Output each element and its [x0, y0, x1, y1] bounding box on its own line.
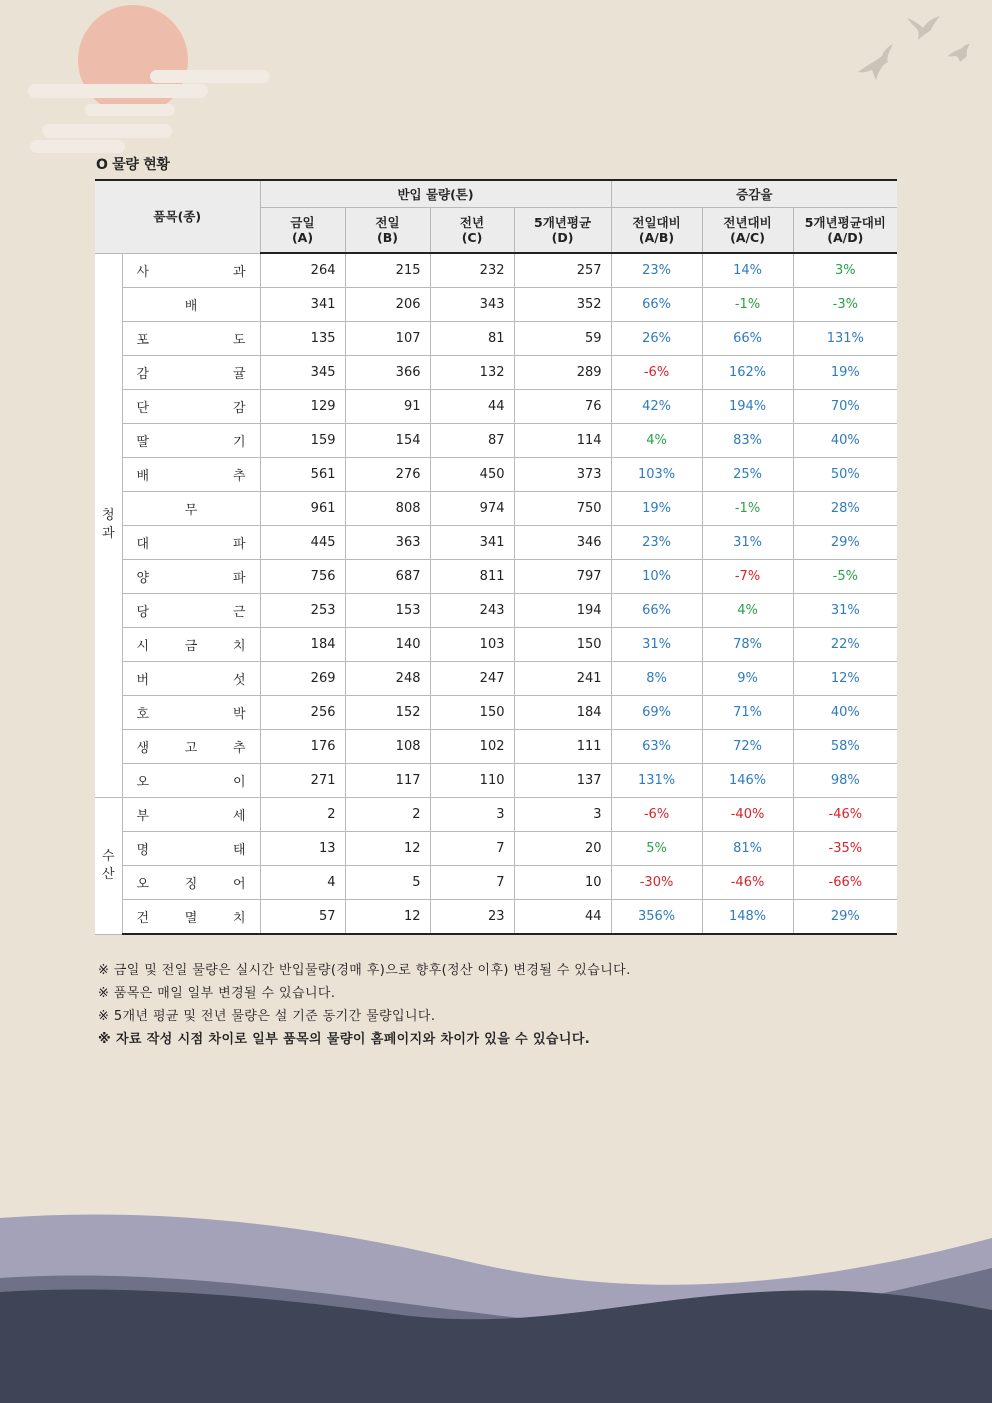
rate-ab-cell: 26%: [611, 322, 702, 356]
column-header-code: (D): [551, 230, 574, 245]
table-row: [95, 594, 897, 628]
volume-a-cell: 271: [260, 764, 345, 798]
item-name-cell: [122, 594, 260, 628]
volume-a-cell: 253: [260, 594, 345, 628]
column-header-code: (A/D): [827, 230, 864, 245]
rate-ad-cell: 22%: [793, 628, 897, 662]
volume-d-cell: 257: [514, 253, 611, 288]
note-4: ※ 자료 작성 시점 차이로 일부 품목의 물량이 홈페이지와 차이가 있을 수 있습니다.: [98, 1032, 591, 1047]
item-name-char: 감: [232, 401, 246, 416]
rate-ad-cell: -35%: [793, 832, 897, 866]
rate-ab-cell: 23%: [611, 526, 702, 560]
item-name-char: 기: [232, 435, 246, 450]
volume-d-cell: 59: [514, 322, 611, 356]
rate-ab-cell: 69%: [611, 696, 702, 730]
item-name-char: 귤: [232, 367, 246, 382]
volume-b-cell: 206: [345, 288, 430, 322]
rate-ad-cell: 28%: [793, 492, 897, 526]
rate-ad-cell: 98%: [793, 764, 897, 798]
volume-c-cell: 132: [430, 356, 514, 390]
volume-c-cell: 232: [430, 253, 514, 288]
rate-ab-cell: -30%: [611, 866, 702, 900]
note-1: ※ 금일 및 전일 물량은 실시간 반입물량(경매 후)으로 향후(정산 이후) 변경될 수 있습니다.: [98, 963, 631, 978]
table-row: [95, 560, 897, 594]
volume-d-cell: 750: [514, 492, 611, 526]
item-name-char: 감: [136, 367, 150, 382]
item-name-char: 추: [232, 469, 246, 484]
rate-ab-cell: 42%: [611, 390, 702, 424]
item-name-char: 과: [232, 264, 246, 280]
table-row: [95, 458, 897, 492]
rate-ad-cell: -46%: [793, 798, 897, 832]
rate-ab-cell: 103%: [611, 458, 702, 492]
rate-ab-cell: 8%: [611, 662, 702, 696]
volume-a-cell: 4: [260, 866, 345, 900]
table-row: [95, 730, 897, 764]
rate-ac-cell: 31%: [702, 526, 793, 560]
volume-d-cell: 241: [514, 662, 611, 696]
table-row: [95, 662, 897, 696]
item-name-char: 멸: [184, 911, 198, 926]
volume-d-cell: 114: [514, 424, 611, 458]
rate-ac-cell: 162%: [702, 356, 793, 390]
volume-a-cell: 445: [260, 526, 345, 560]
rate-ad-cell: 3%: [793, 253, 897, 288]
rate-ac-cell: 83%: [702, 424, 793, 458]
table-row: [95, 424, 897, 458]
volume-c-cell: 102: [430, 730, 514, 764]
item-name-char: 근: [232, 605, 246, 620]
volume-d-cell: 111: [514, 730, 611, 764]
volume-c-cell: 450: [430, 458, 514, 492]
item-name-cell: [122, 253, 260, 288]
table-row: [95, 356, 897, 390]
table-row: [95, 866, 897, 900]
item-name-char: 치: [232, 639, 246, 654]
volume-d-cell: 289: [514, 356, 611, 390]
column-header-code: (A/C): [730, 230, 765, 245]
column-header: [514, 208, 611, 254]
volume-b-cell: 12: [345, 832, 430, 866]
table-row: [95, 492, 897, 526]
rate-ad-cell: 50%: [793, 458, 897, 492]
rate-ad-cell: 40%: [793, 696, 897, 730]
volume-table: [95, 179, 897, 935]
volume-b-cell: 152: [345, 696, 430, 730]
rate-ac-cell: 194%: [702, 390, 793, 424]
item-name-cell: [122, 526, 260, 560]
item-name-char: 대: [136, 537, 150, 552]
table-body: [95, 253, 897, 934]
item-name-char: 부: [136, 809, 150, 824]
item-name-char: 배: [136, 469, 150, 484]
note-2: ※ 품목은 매일 일부 변경될 수 있습니다.: [98, 986, 336, 1001]
rate-ab-cell: -6%: [611, 798, 702, 832]
rate-ad-cell: 12%: [793, 662, 897, 696]
item-name-char: 금: [184, 639, 198, 654]
rate-ad-cell: -5%: [793, 560, 897, 594]
volume-b-cell: 108: [345, 730, 430, 764]
column-header-label: 5개년평균대비: [804, 215, 886, 230]
volume-c-cell: 343: [430, 288, 514, 322]
rate-ac-cell: 78%: [702, 628, 793, 662]
volume-b-cell: 215: [345, 253, 430, 288]
volume-d-cell: 137: [514, 764, 611, 798]
item-name-cell: [122, 628, 260, 662]
volume-c-cell: 247: [430, 662, 514, 696]
volume-b-cell: 117: [345, 764, 430, 798]
column-header-label: 전년대비: [723, 215, 772, 230]
item-name-cell: [122, 356, 260, 390]
item-name-char: 박: [232, 707, 246, 722]
rate-ac-cell: 66%: [702, 322, 793, 356]
volume-b-cell: 687: [345, 560, 430, 594]
item-name-char: 오: [136, 775, 150, 790]
volume-d-cell: 76: [514, 390, 611, 424]
volume-d-cell: 346: [514, 526, 611, 560]
item-name-char: 무: [184, 503, 198, 518]
volume-c-cell: 3: [430, 798, 514, 832]
column-header: [345, 208, 430, 254]
item-name-char: 사: [136, 264, 150, 280]
volume-a-cell: 159: [260, 424, 345, 458]
item-name-char: 파: [232, 537, 246, 552]
volume-a-cell: 13: [260, 832, 345, 866]
volume-a-cell: 129: [260, 390, 345, 424]
column-header-label: 전일: [375, 215, 400, 230]
table-row: [95, 628, 897, 662]
volume-d-cell: 373: [514, 458, 611, 492]
item-name-cell: [122, 832, 260, 866]
item-name-char: 버: [136, 673, 150, 688]
item-name-char: 양: [136, 571, 150, 586]
volume-c-cell: 44: [430, 390, 514, 424]
rate-ac-cell: 25%: [702, 458, 793, 492]
item-name-char: 시: [136, 639, 150, 654]
item-name-cell: [122, 560, 260, 594]
rate-ac-cell: -46%: [702, 866, 793, 900]
volume-d-cell: 20: [514, 832, 611, 866]
column-header-label: 5개년평균: [534, 215, 592, 230]
item-name-char: 오: [136, 877, 150, 892]
rate-ab-cell: 23%: [611, 253, 702, 288]
item-name-char: 치: [232, 911, 246, 926]
rate-ab-cell: -6%: [611, 356, 702, 390]
category-cell-seafood: [95, 798, 122, 935]
rate-ab-cell: 66%: [611, 594, 702, 628]
item-name-cell: [122, 322, 260, 356]
rate-ad-cell: 58%: [793, 730, 897, 764]
table-row: [95, 900, 897, 935]
item-name-cell: [122, 900, 260, 935]
item-name-char: 징: [184, 877, 198, 892]
volume-c-cell: 7: [430, 832, 514, 866]
volume-c-cell: 103: [430, 628, 514, 662]
item-name-char: 고: [184, 741, 198, 756]
category-char: 과: [101, 526, 115, 542]
volume-b-cell: 276: [345, 458, 430, 492]
volume-a-cell: 561: [260, 458, 345, 492]
rate-ab-cell: 131%: [611, 764, 702, 798]
volume-b-cell: 154: [345, 424, 430, 458]
volume-d-cell: 194: [514, 594, 611, 628]
rate-ad-cell: -66%: [793, 866, 897, 900]
item-name-char: 배: [184, 299, 198, 314]
rate-ab-cell: 5%: [611, 832, 702, 866]
item-name-char: 생: [136, 741, 150, 756]
volume-b-cell: 91: [345, 390, 430, 424]
table-row: [95, 253, 897, 288]
volume-c-cell: 110: [430, 764, 514, 798]
rate-ad-cell: 29%: [793, 526, 897, 560]
volume-b-cell: 2: [345, 798, 430, 832]
volume-d-cell: 150: [514, 628, 611, 662]
rate-ad-cell: 31%: [793, 594, 897, 628]
column-header-code: (A): [291, 230, 314, 245]
volume-a-cell: 57: [260, 900, 345, 935]
volume-b-cell: 363: [345, 526, 430, 560]
category-cell-produce: [95, 253, 122, 798]
volume-b-cell: 366: [345, 356, 430, 390]
volume-c-cell: 7: [430, 866, 514, 900]
rate-ac-cell: 72%: [702, 730, 793, 764]
rate-ab-cell: 4%: [611, 424, 702, 458]
item-name-char: 태: [232, 843, 246, 858]
rate-ac-cell: -40%: [702, 798, 793, 832]
volume-b-cell: 140: [345, 628, 430, 662]
volume-d-cell: 352: [514, 288, 611, 322]
volume-d-cell: 3: [514, 798, 611, 832]
column-header-code: (C): [461, 230, 483, 245]
volume-b-cell: 5: [345, 866, 430, 900]
volume-c-cell: 243: [430, 594, 514, 628]
rate-ad-cell: 29%: [793, 900, 897, 935]
volume-a-cell: 135: [260, 322, 345, 356]
volume-a-cell: 345: [260, 356, 345, 390]
item-name-cell: [122, 866, 260, 900]
volume-c-cell: 811: [430, 560, 514, 594]
rate-ac-cell: -7%: [702, 560, 793, 594]
item-name-char: 건: [136, 911, 150, 926]
item-name-char: 포: [136, 333, 150, 348]
rate-ac-cell: 4%: [702, 594, 793, 628]
rate-ab-cell: 31%: [611, 628, 702, 662]
item-name-cell: [122, 696, 260, 730]
volume-c-cell: 81: [430, 322, 514, 356]
rate-group-header: 증감율: [611, 180, 897, 208]
rate-ac-cell: 9%: [702, 662, 793, 696]
rate-ab-cell: 19%: [611, 492, 702, 526]
header-row-1: [95, 180, 897, 208]
column-header-label: 금일: [290, 215, 315, 230]
item-name-char: 당: [136, 605, 150, 620]
category-char: 산: [101, 866, 115, 882]
item-name-cell: [122, 458, 260, 492]
volume-b-cell: 107: [345, 322, 430, 356]
item-name-char: 어: [232, 877, 246, 892]
table-row: [95, 322, 897, 356]
item-name-char: 단: [136, 401, 150, 416]
item-name-char: 명: [136, 843, 150, 858]
item-name-cell: [122, 662, 260, 696]
rate-ad-cell: 40%: [793, 424, 897, 458]
rate-ac-cell: 148%: [702, 900, 793, 935]
item-name-cell: [122, 288, 260, 322]
item-name-cell: [122, 730, 260, 764]
item-name-char: 추: [232, 741, 246, 756]
table-row: [95, 288, 897, 322]
table-row: [95, 798, 897, 832]
table-row: [95, 526, 897, 560]
volume-b-cell: 808: [345, 492, 430, 526]
volume-a-cell: 2: [260, 798, 345, 832]
item-name-cell: [122, 798, 260, 832]
item-name-char: 딸: [136, 435, 150, 450]
table-row: [95, 764, 897, 798]
rate-ab-cell: 10%: [611, 560, 702, 594]
volume-a-cell: 756: [260, 560, 345, 594]
note-3: ※ 5개년 평균 및 전년 물량은 설 기준 동기간 물량입니다.: [98, 1009, 436, 1024]
notes: [98, 959, 898, 1051]
column-header: [430, 208, 514, 254]
column-header-label: 전년: [459, 215, 485, 230]
item-name-char: 이: [232, 775, 246, 790]
volume-a-cell: 269: [260, 662, 345, 696]
rate-ad-cell: 19%: [793, 356, 897, 390]
column-header-code: (B): [377, 230, 398, 245]
volume-b-cell: 248: [345, 662, 430, 696]
rate-ac-cell: 14%: [702, 253, 793, 288]
volume-c-cell: 150: [430, 696, 514, 730]
volume-d-cell: 10: [514, 866, 611, 900]
volume-b-cell: 12: [345, 900, 430, 935]
category-char: 수: [101, 848, 115, 864]
item-name-cell: [122, 764, 260, 798]
category-char: 청: [101, 508, 115, 524]
table-row: [95, 696, 897, 730]
volume-c-cell: 23: [430, 900, 514, 935]
volume-c-cell: 341: [430, 526, 514, 560]
column-header-label: 전일대비: [632, 215, 681, 230]
rate-ab-cell: 356%: [611, 900, 702, 935]
volume-d-cell: 797: [514, 560, 611, 594]
volume-a-cell: 341: [260, 288, 345, 322]
item-name-char: 호: [136, 707, 150, 722]
volume-d-cell: 184: [514, 696, 611, 730]
volume-c-cell: 87: [430, 424, 514, 458]
table-row: [95, 390, 897, 424]
volume-a-cell: 256: [260, 696, 345, 730]
rate-ab-cell: 63%: [611, 730, 702, 764]
rate-ad-cell: -3%: [793, 288, 897, 322]
column-header: [611, 208, 702, 254]
item-name-char: 세: [232, 809, 246, 824]
volume-b-cell: 153: [345, 594, 430, 628]
item-name-cell: [122, 492, 260, 526]
volume-a-cell: 176: [260, 730, 345, 764]
rate-ac-cell: 81%: [702, 832, 793, 866]
rate-ad-cell: 131%: [793, 322, 897, 356]
rate-ab-cell: 66%: [611, 288, 702, 322]
item-name-char: 섯: [232, 673, 246, 688]
rate-ac-cell: -1%: [702, 492, 793, 526]
rate-ad-cell: 70%: [793, 390, 897, 424]
column-header: [793, 208, 897, 254]
item-name-cell: [122, 390, 260, 424]
item-name-cell: [122, 424, 260, 458]
column-header-code: (A/B): [638, 230, 675, 245]
volume-group-header: 반입 물량(톤): [260, 180, 611, 208]
volume-a-cell: 184: [260, 628, 345, 662]
column-header: [260, 208, 345, 254]
volume-a-cell: 264: [260, 253, 345, 288]
section-title: O 물량 현황: [96, 157, 170, 173]
volume-a-cell: 961: [260, 492, 345, 526]
volume-c-cell: 974: [430, 492, 514, 526]
rate-ac-cell: 71%: [702, 696, 793, 730]
item-name-char: 파: [232, 571, 246, 586]
volume-d-cell: 44: [514, 900, 611, 935]
column-header: [702, 208, 793, 254]
rate-ac-cell: -1%: [702, 288, 793, 322]
item-header: 품목(종): [95, 180, 260, 253]
table-row: [95, 832, 897, 866]
item-name-char: 도: [232, 333, 246, 348]
rate-ac-cell: 146%: [702, 764, 793, 798]
